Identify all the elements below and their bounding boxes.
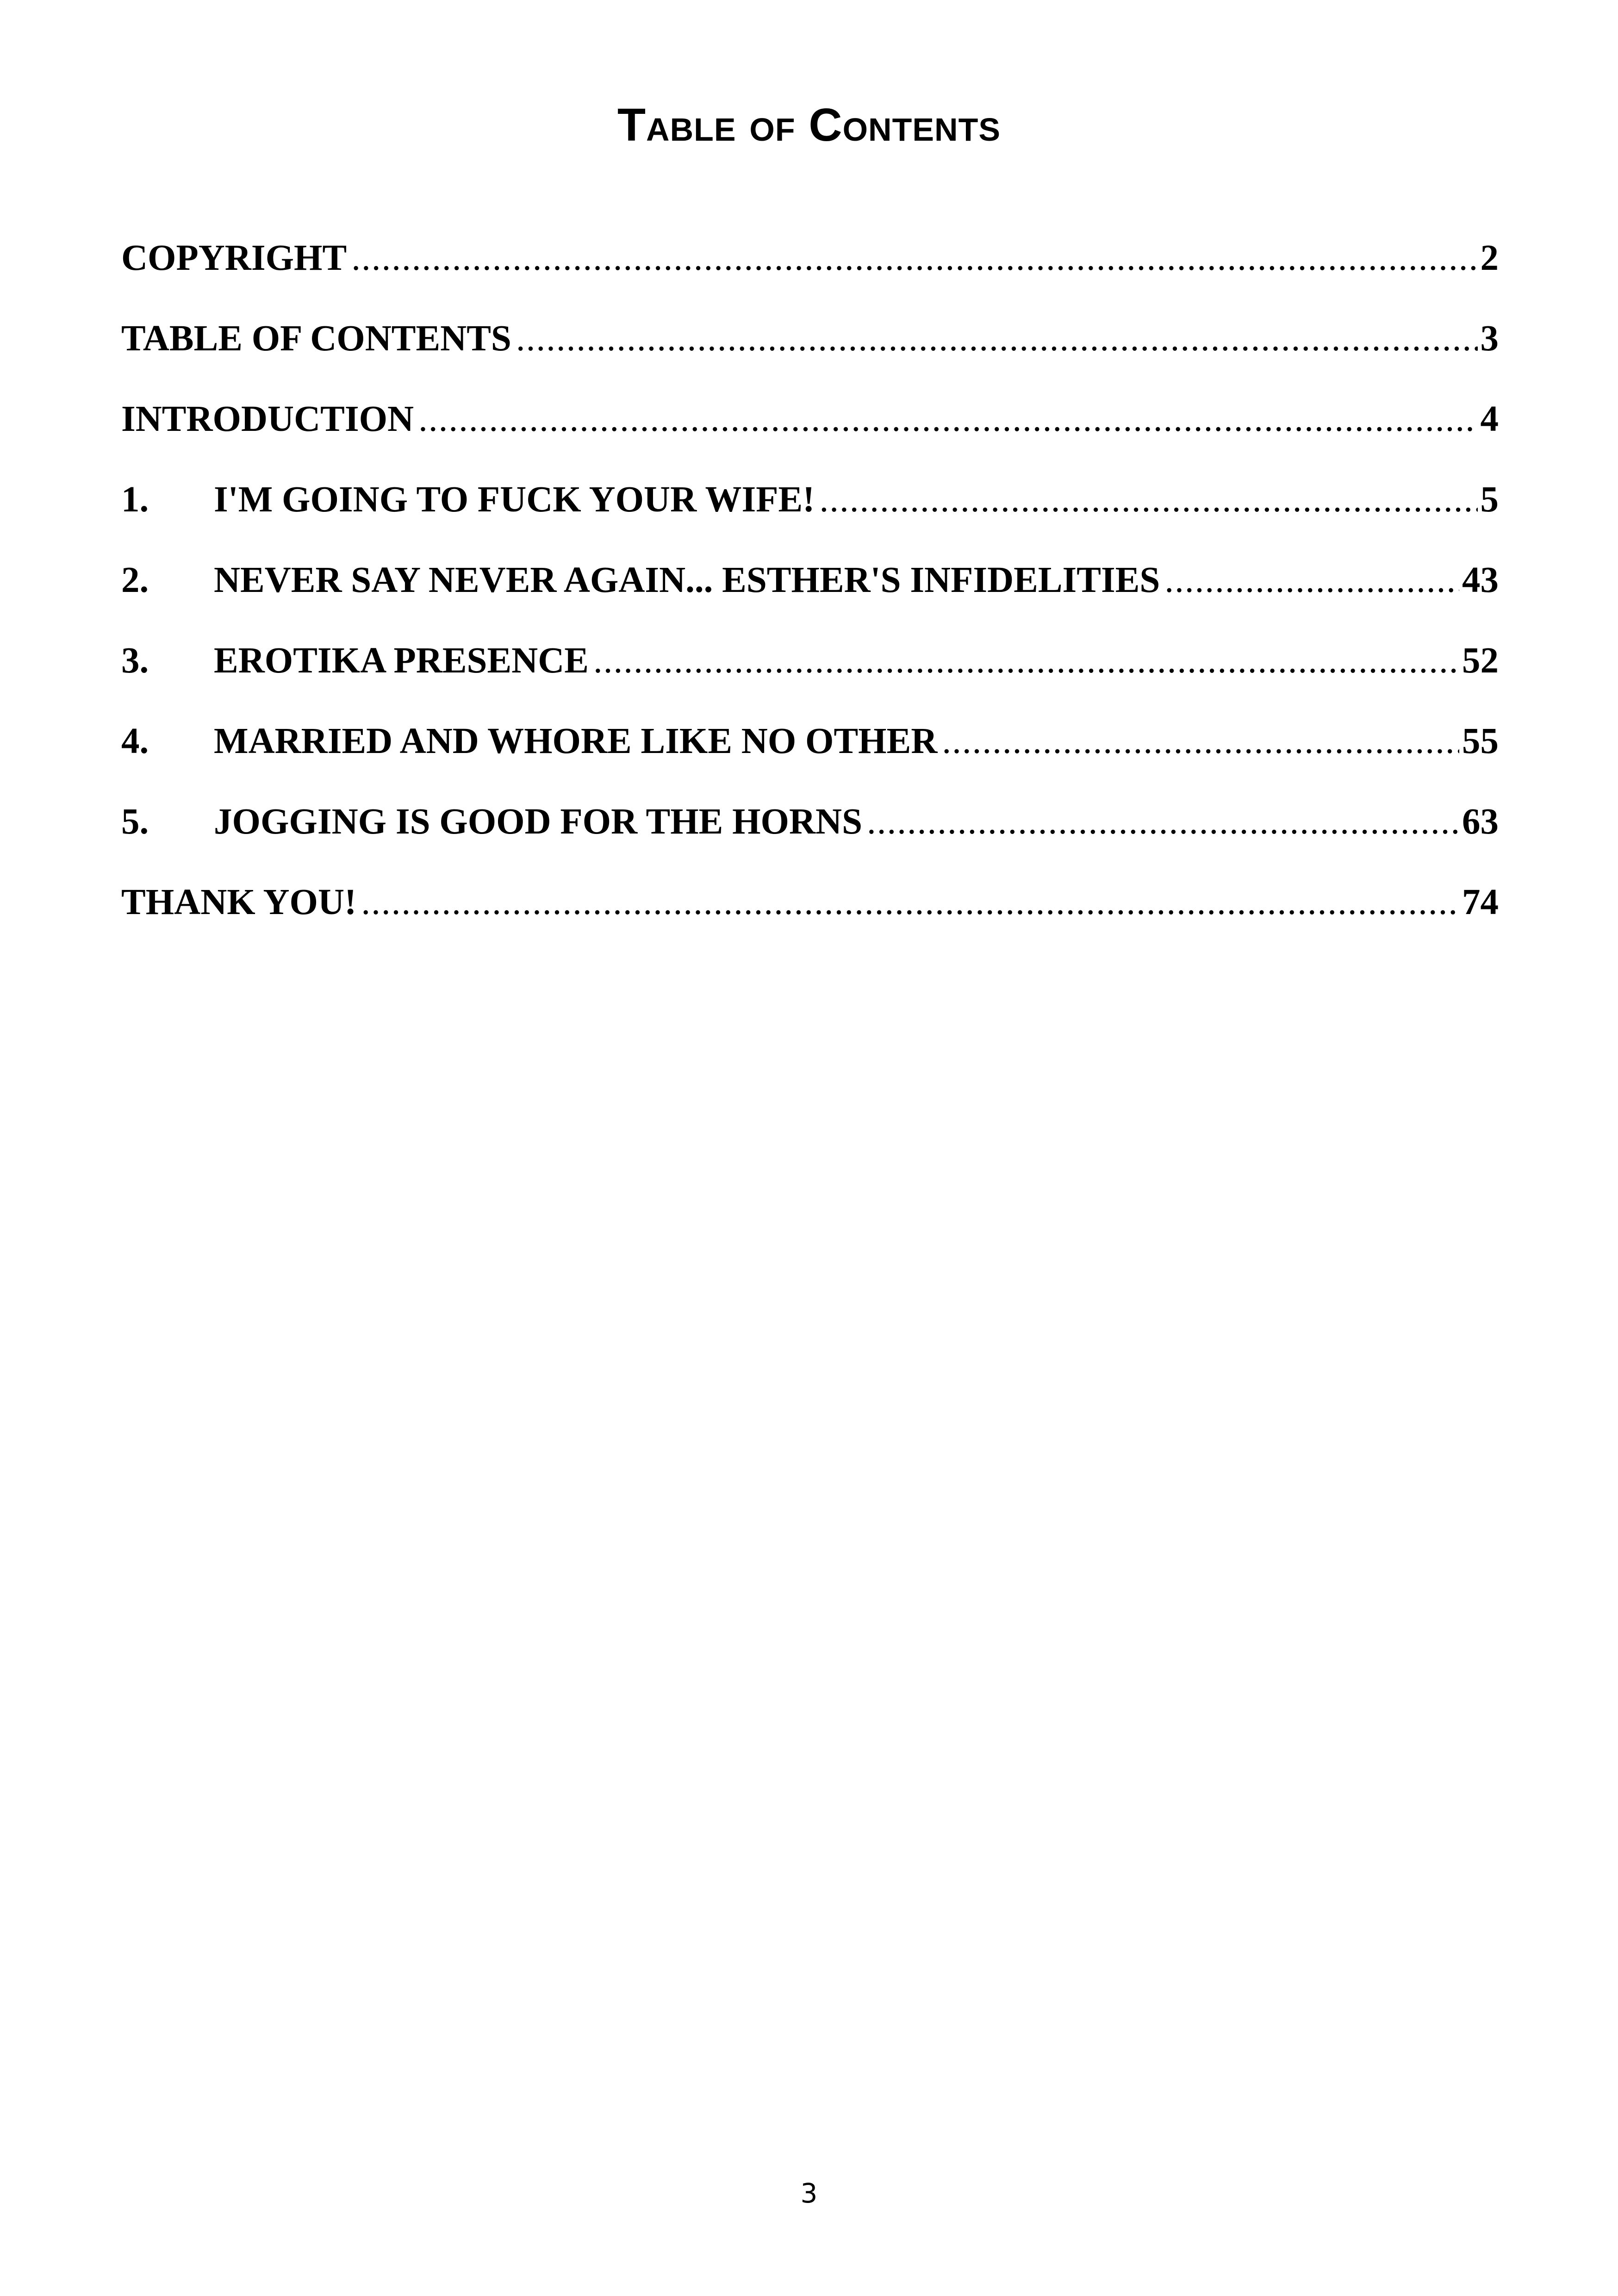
dot-leader	[516, 313, 1478, 364]
toc-entry-label: NEVER SAY NEVER AGAIN... ESTHER'S INFIDELITIES	[214, 560, 1160, 600]
toc-entry-page: 55	[1462, 721, 1499, 761]
page-title: Table of Contents	[617, 99, 1001, 151]
dot-leader	[942, 716, 1459, 767]
toc-entry-page: 43	[1462, 560, 1499, 600]
dot-leader	[351, 233, 1477, 284]
toc-entry-number: 4.	[121, 721, 149, 761]
toc-entry-page: 5	[1480, 479, 1499, 520]
dot-leader	[1164, 555, 1459, 606]
dot-leader	[361, 877, 1459, 928]
toc-entry-label: INTRODUCTION	[121, 399, 414, 439]
toc-entry-table-of-contents[interactable]	[121, 313, 1499, 394]
dot-leader	[820, 474, 1478, 525]
toc-entry-number: 2.	[121, 560, 149, 600]
toc-entry-thank-you[interactable]	[121, 877, 1499, 958]
dot-leader	[593, 635, 1459, 686]
toc-entry-label: TABLE OF CONTENTS	[121, 318, 511, 359]
toc-entry-page: 63	[1462, 802, 1499, 842]
toc-entry-label: I'M GOING TO FUCK YOUR WIFE!	[214, 479, 815, 520]
toc-entry-label: MARRIED AND WHORE LIKE NO OTHER	[214, 721, 938, 761]
toc-entry-copyright[interactable]	[121, 233, 1499, 313]
toc-entry-label: COPYRIGHT	[121, 238, 347, 278]
toc-entry-number: 1.	[121, 479, 149, 520]
toc-entry-page: 3	[1480, 318, 1499, 359]
toc-entry-page: 52	[1462, 641, 1499, 681]
toc-entry-page: 74	[1462, 882, 1499, 922]
toc-entry-number: 3.	[121, 641, 149, 681]
toc-entry-introduction[interactable]	[121, 394, 1499, 474]
toc-entry-chapter-4[interactable]	[121, 716, 1499, 796]
toc-entry-number: 5.	[121, 802, 149, 842]
toc-list	[121, 233, 1499, 958]
toc-entry-label: THANK YOU!	[121, 882, 357, 922]
toc-entry-page: 4	[1480, 399, 1499, 439]
toc-entry-chapter-1[interactable]	[121, 474, 1499, 555]
toc-entry-chapter-5[interactable]	[121, 796, 1499, 877]
toc-entry-label: JOGGING IS GOOD FOR THE HORNS	[214, 802, 863, 842]
dot-leader	[867, 796, 1459, 847]
dot-leader	[418, 394, 1477, 445]
toc-entry-chapter-3[interactable]	[121, 635, 1499, 716]
page-number: 3	[800, 2178, 818, 2209]
toc-entry-label: EROTIKA PRESENCE	[214, 641, 589, 681]
toc-entry-page: 2	[1480, 238, 1499, 278]
toc-entry-chapter-2[interactable]	[121, 555, 1499, 635]
